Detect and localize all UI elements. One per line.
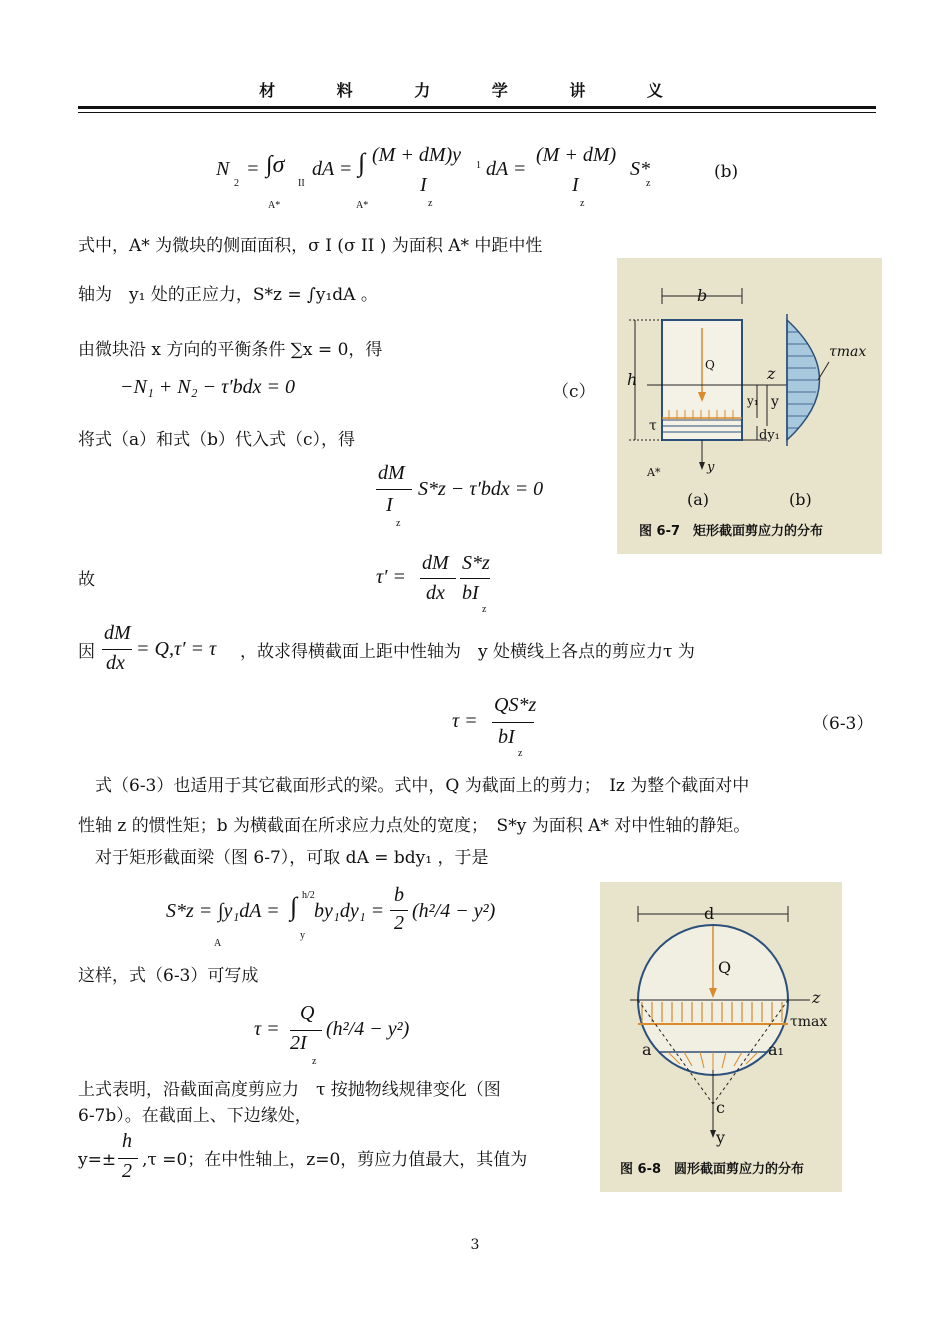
- equation-c-label: （c）: [552, 382, 596, 402]
- eq-b-da1: dA =: [312, 158, 353, 180]
- eq-b-num2: (M + dM)y: [372, 144, 462, 166]
- eq-j-den: 2: [122, 1160, 132, 1182]
- fig67-label-bb: (b): [789, 490, 812, 509]
- eq-f-den: dx: [106, 652, 125, 674]
- equation-h: [166, 884, 536, 954]
- figure-6-7: [617, 258, 882, 554]
- eq-b-da2: dA =: [486, 158, 527, 180]
- eq-f-rest: = Q,τ′ = τ: [136, 638, 217, 660]
- fig67-label-h: h: [627, 370, 638, 389]
- text-line-9: 对于矩形截面梁（图 6-7），可取 dA = bdy₁ ，于是: [78, 848, 489, 868]
- eq-d-den: I: [386, 494, 393, 516]
- fig67-label-Q: Q: [705, 358, 715, 372]
- eq-f-num: dM: [104, 622, 131, 644]
- eq-g-lhs: τ =: [452, 710, 478, 732]
- eq-j-num: h: [122, 1130, 132, 1152]
- eq-b-num3: (M + dM): [536, 144, 617, 166]
- eq-h-num: b: [394, 884, 404, 906]
- text-line-5: 故: [78, 570, 95, 590]
- header-rule: [78, 106, 876, 109]
- fig67-label-y: y: [771, 394, 779, 410]
- eq-d-num: dM: [378, 462, 405, 484]
- eq-b-lhs: N: [216, 158, 230, 180]
- equation-i: [254, 1000, 454, 1070]
- eq-b-den3-sub: z: [580, 198, 585, 209]
- fig68-label-c: c: [716, 1098, 725, 1117]
- eq-b-label: (b): [714, 162, 739, 182]
- text-line-6-post: ，故求得横截面上距中性轴为 y 处横线上各点的剪应力τ 为: [240, 642, 695, 662]
- figure-6-8: [600, 882, 842, 1192]
- eq-i-num: Q: [300, 1002, 315, 1024]
- eq-h-integrand: by₁dy₁ =: [314, 900, 385, 922]
- eq-b-region2: A*: [356, 200, 369, 211]
- figure-6-7-caption: 图 6-7 矩形截面剪应力的分布: [639, 524, 824, 539]
- text-line-4: 将式（a）和式（b）代入式（c），得: [78, 430, 356, 450]
- figure-6-8-caption: 图 6-8 圆形截面剪应力的分布: [620, 1162, 805, 1177]
- fig67-label-tau-max: τmax: [829, 344, 867, 360]
- eq-h-region: A: [214, 938, 222, 949]
- eq-d-den-sub: z: [396, 518, 401, 529]
- eq-e-lhs: τ′ =: [376, 566, 407, 588]
- eq-e-num2: S*z: [462, 552, 490, 574]
- fig68-label-d: d: [704, 904, 715, 923]
- page-number: 3: [470, 1237, 480, 1253]
- equation-6-3: [452, 690, 572, 760]
- eq-h-lim-top: h/2: [302, 890, 315, 901]
- fig67-label-tau: τ: [649, 418, 657, 434]
- eq-b-region1: A*: [268, 200, 281, 211]
- text-line-6-pre: 因: [78, 642, 95, 662]
- equation-c: −N₁ + N₂ − τ′bdx = 0: [120, 376, 295, 398]
- page-header: 材 料 力 学 讲 义: [259, 81, 691, 100]
- eq-e-den2-sub: z: [482, 604, 487, 615]
- fig68-label-tau-max: τmax: [790, 1014, 828, 1030]
- text-line-13-pre: y=±: [78, 1150, 117, 1170]
- eq-b-int1-sub: II: [298, 178, 305, 189]
- fig68-label-a: a: [642, 1040, 652, 1059]
- fig68-label-Q: Q: [718, 958, 732, 977]
- fig67-label-A-star: A*: [647, 466, 661, 479]
- eq-b-int1: ∫σ: [266, 152, 285, 178]
- equation-f: [102, 622, 242, 682]
- eq-e-den1: dx: [426, 582, 445, 604]
- header-rule-thin: [78, 112, 876, 113]
- eq-h-lim-bot: y: [300, 930, 305, 941]
- eq-b-den2-sub: z: [428, 198, 433, 209]
- eq-i-paren: (h²/4 − y²): [326, 1018, 410, 1040]
- eq-b-lhs-sub: 2: [234, 178, 239, 189]
- equation-6-3-label: （6-3）: [812, 714, 874, 734]
- fig68-label-a1: a₁: [768, 1040, 784, 1059]
- eq-h-int2: ∫: [290, 892, 298, 921]
- fig67-label-y1: y₁: [747, 394, 759, 408]
- eq-h-den: 2: [394, 912, 404, 934]
- text-line-8: 性轴 z 的惯性矩；b 为横截面在所求应力点处的宽度； S*y 为面积 A* 对中性轴的静矩。: [78, 816, 751, 836]
- eq-b-den3: I: [572, 174, 579, 196]
- eq-b-s3: S*: [630, 158, 650, 180]
- fig67-label-z: z: [767, 364, 776, 383]
- equation-j: [118, 1130, 142, 1190]
- eq-i-den-sub: z: [312, 1056, 317, 1067]
- eq-h-lhs: S*z =: [166, 900, 213, 922]
- fig67-label-b: b: [697, 286, 708, 305]
- eq-h-int1: ∫y₁dA =: [218, 900, 280, 922]
- text-line-1: 式中，A* 为微块的侧面面积，σ I (σ II ) 为面积 A* 中距中性: [78, 236, 543, 256]
- eq-b-s3-sub: z: [646, 178, 651, 189]
- eq-e-den2: bI: [462, 582, 479, 604]
- eq-e-num1: dM: [422, 552, 449, 574]
- eq-i-lhs: τ =: [254, 1018, 280, 1040]
- equation-e: [376, 548, 536, 618]
- text-line-11: 上式表明，沿截面高度剪应力 τ 按抛物线规律变化（图: [78, 1080, 501, 1100]
- eq-i-den: 2I: [290, 1032, 307, 1054]
- fig67-label-a: (a): [687, 490, 710, 509]
- eq-b-num2-sub: 1: [476, 160, 481, 171]
- text-line-12: 6-7b）。在截面上、下边缘处，: [78, 1106, 312, 1126]
- eq-h-paren: (h²/4 − y²): [412, 900, 496, 922]
- eq-d-rest: S*z − τ′bdx = 0: [418, 478, 544, 500]
- text-line-10: 这样，式（6-3）可写成: [78, 966, 259, 986]
- eq-b-int2: ∫: [358, 148, 366, 177]
- text-line-7: 式（6-3）也适用于其它截面形式的梁。式中，Q 为截面上的剪力； Iz 为整个截面对中: [78, 776, 750, 796]
- eq-g-den: bI: [498, 726, 515, 748]
- text-line-13-post: ,τ =0；在中性轴上，z=0，剪应力值最大，其值为: [142, 1150, 528, 1170]
- text-line-3: 由微块沿 x 方向的平衡条件 ∑x = 0，得: [78, 340, 383, 360]
- text-line-2: 轴为 y₁ 处的正应力，S*z = ∫y₁dA 。: [78, 285, 378, 305]
- eq-b-den2: I: [420, 174, 427, 196]
- fig68-label-y: y: [716, 1128, 726, 1147]
- eq-g-den-sub: z: [518, 748, 523, 759]
- fig67-label-y-axis: y: [707, 460, 715, 475]
- eq-g-num: QS*z: [494, 694, 537, 716]
- fig68-label-z: z: [812, 988, 821, 1007]
- equation-b: N 2 = ∫σ II dA = A* ∫ (M + dM)y 1 dA = I z A* (M + dM) I z S* z (b): [216, 144, 739, 211]
- fig67-label-dy1: dy₁: [759, 428, 780, 443]
- equation-d: [376, 462, 596, 532]
